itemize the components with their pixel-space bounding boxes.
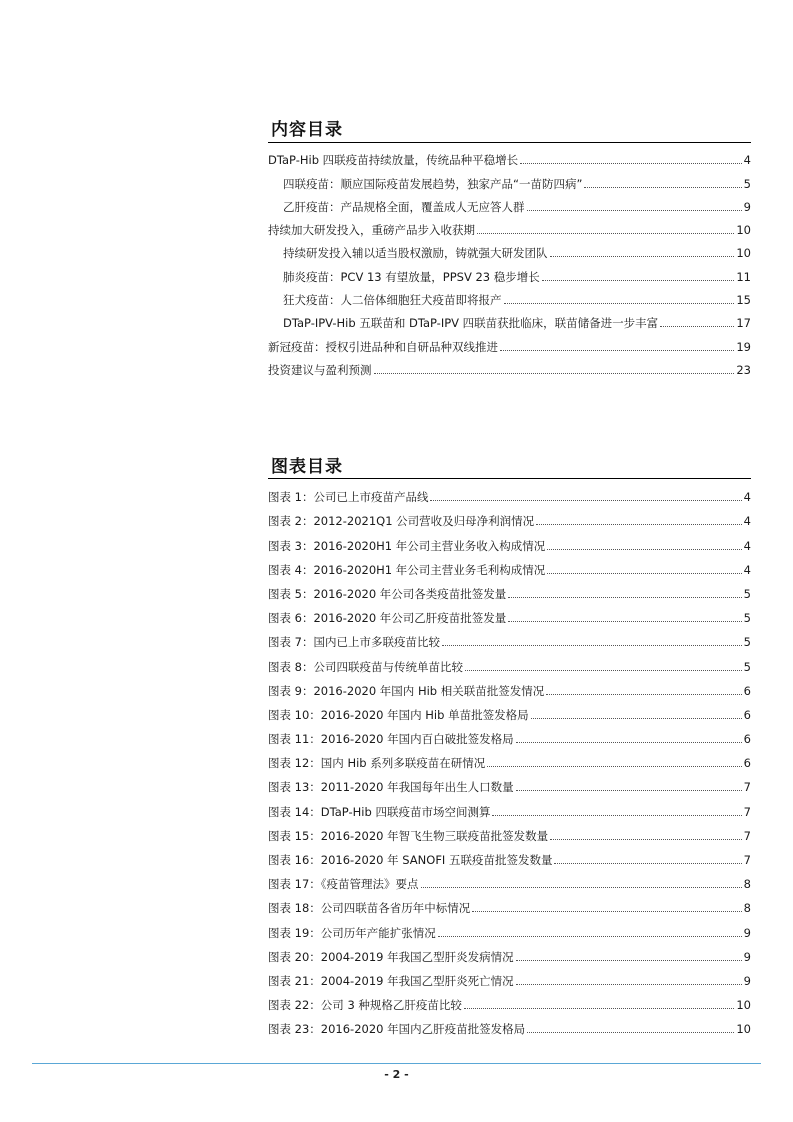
dot-leader [516, 790, 742, 791]
dot-leader [546, 694, 741, 695]
figure-toc-entry[interactable] [268, 649, 751, 673]
figure-toc-entry[interactable] [268, 988, 751, 1012]
figure-toc-entry-page: 6 [743, 707, 751, 722]
figure-toc-entry-page: 6 [743, 756, 751, 771]
dot-leader [516, 960, 742, 961]
figures-heading: 图表目录 [271, 457, 343, 477]
dot-leader [516, 742, 742, 743]
toc-entry-title: 持续加大研发投入，重磅产品步入收获期 [268, 223, 475, 238]
dot-leader [500, 350, 734, 351]
dot-leader [542, 280, 735, 281]
toc-entry[interactable] [268, 284, 751, 307]
figure-toc-entry-title: 图表 18：公司四联苗各省历年中标情况 [268, 901, 471, 916]
figure-toc-entry[interactable] [268, 698, 751, 722]
figure-toc-entry-title: 图表 1：公司已上市疫苗产品线 [268, 490, 429, 505]
contents-heading: 内容目录 [271, 120, 343, 140]
figure-toc-entry-page: 7 [743, 853, 751, 867]
figure-toc-entry[interactable] [268, 480, 751, 504]
dot-leader [660, 326, 734, 327]
figures-heading-rule [268, 478, 751, 479]
figure-toc-entry-title: 图表 10：2016-2020 年国内 Hib 单苗批签发格局 [268, 707, 529, 722]
toc-entry[interactable] [268, 237, 751, 260]
figure-toc-entry-page: 10 [736, 1022, 751, 1037]
toc-entry[interactable] [268, 214, 751, 237]
figure-toc-entry-title: 图表 16：2016-2020 年 SANOFI 五联疫苗批签发数量 [268, 853, 553, 867]
figure-toc-entry[interactable] [268, 964, 751, 988]
toc-entry-title: 狂犬疫苗：人二倍体细胞狂犬疫苗即将报产 [283, 293, 502, 308]
dot-leader [504, 303, 735, 304]
figure-toc-entry-title: 图表 6：2016-2020 年公司乙肝疫苗批签发量 [268, 611, 507, 626]
figure-toc-entry-title: 图表 12：国内 Hib 系列多联疫苗在研情况 [268, 756, 486, 771]
toc-entry[interactable] [268, 354, 751, 377]
dot-leader [421, 887, 742, 888]
figure-toc-entry[interactable] [268, 1012, 751, 1036]
dot-leader [477, 233, 734, 234]
figure-toc-entry-title: 图表 13：2011-2020 年我国每年出生人口数量 [268, 780, 514, 795]
figure-toc-entry-title: 图表 22：公司 3 种规格乙肝疫苗比较 [268, 998, 462, 1013]
toc-entry[interactable] [268, 144, 751, 167]
dot-leader [508, 597, 741, 598]
figure-toc-entry[interactable] [268, 528, 751, 552]
figure-toc-entry-page: 6 [743, 732, 751, 747]
toc-entry-title: DTaP-Hib 四联疫苗持续放量，传统品种平稳增长 [268, 153, 519, 168]
figure-toc-entry[interactable] [268, 746, 751, 770]
dot-leader [438, 936, 742, 937]
figure-toc-entry-title: 图表 7：国内已上市多联疫苗比较 [268, 635, 440, 650]
figure-toc-entry[interactable] [268, 843, 751, 867]
toc-entry-page: 23 [736, 362, 751, 377]
toc-entry-title: 肺炎疫苗：PCV 13 有望放量，PPSV 23 稳步增长 [283, 269, 540, 284]
dot-leader [374, 373, 735, 374]
toc-entry-title: 新冠疫苗：授权引进品种和自研品种双线推进 [268, 339, 498, 354]
figure-toc-entry-page: 5 [743, 635, 751, 650]
toc-entry[interactable] [268, 167, 751, 190]
dot-leader [554, 863, 741, 864]
figure-toc-entry[interactable] [268, 915, 751, 939]
toc-entry-page: 17 [736, 316, 751, 331]
figure-toc-entry-title: 图表 19：公司历年产能扩张情况 [268, 925, 436, 940]
figure-toc-entry-title: 图表 3：2016-2020H1 年公司主营业务收入构成情况 [268, 538, 546, 553]
figure-toc-entry[interactable] [268, 770, 751, 794]
figure-toc-entry[interactable] [268, 819, 751, 843]
toc-entry[interactable] [268, 191, 751, 214]
figure-toc-entry[interactable] [268, 577, 751, 601]
dot-leader [527, 210, 742, 211]
figure-toc-entry[interactable] [268, 553, 751, 577]
toc-entry-page: 5 [743, 176, 751, 191]
figure-toc-entry[interactable] [268, 601, 751, 625]
dot-leader [520, 163, 742, 164]
figure-toc-entry-title: 图表 2：2012-2021Q1 公司营收及归母净利润情况 [268, 514, 535, 529]
dot-leader [465, 670, 742, 671]
toc-entry-page: 15 [736, 293, 751, 308]
footer-divider [32, 1063, 761, 1064]
figure-toc-entry[interactable] [268, 867, 751, 891]
figure-toc-entry-page: 4 [743, 514, 751, 529]
figure-toc-entry-page: 4 [743, 538, 751, 553]
figure-toc-entry-title: 图表 17：《疫苗管理法》要点 [268, 877, 419, 892]
toc-entry-page: 10 [736, 223, 751, 238]
figure-toc-entry[interactable] [268, 674, 751, 698]
dot-leader [516, 984, 742, 985]
toc-entry-title: 投资建议与盈利预测 [268, 362, 372, 377]
figure-toc-entry-title: 图表 20：2004-2019 年我国乙型肝炎发病情况 [268, 949, 514, 964]
figure-toc-entry-title: 图表 14：DTaP-Hib 四联疫苗市场空间测算 [268, 804, 491, 819]
dot-leader [584, 187, 741, 188]
figure-toc-entry[interactable] [268, 625, 751, 649]
dot-leader [442, 645, 742, 646]
figure-toc-entry-title: 图表 23：2016-2020 年国内乙肝疫苗批签发格局 [268, 1022, 526, 1037]
toc-entry-page: 4 [743, 153, 751, 168]
figure-toc-entry-title: 图表 11：2016-2020 年国内百白破批签发格局 [268, 732, 514, 747]
figure-toc-entry-page: 8 [743, 901, 751, 916]
toc-entry[interactable] [268, 260, 751, 283]
contents-list [268, 144, 751, 377]
figure-toc-entry-title: 图表 21：2004-2019 年我国乙型肝炎死亡情况 [268, 973, 514, 988]
dot-leader [492, 815, 741, 816]
figure-toc-entry-title: 图表 5：2016-2020 年公司各类疫苗批签发量 [268, 586, 507, 601]
figures-list [268, 480, 751, 1036]
figure-toc-entry-page: 5 [743, 586, 751, 601]
figure-toc-entry[interactable] [268, 794, 751, 818]
dot-leader [550, 839, 742, 840]
figure-toc-entry-page: 7 [743, 780, 751, 795]
toc-entry[interactable] [268, 307, 751, 330]
toc-entry-page: 9 [743, 199, 751, 214]
figure-toc-entry[interactable] [268, 722, 751, 746]
toc-entry-title: 四联疫苗：顺应国际疫苗发展趋势，独家产品“一苗防四病” [283, 176, 583, 191]
figure-toc-entry-page: 10 [736, 998, 751, 1013]
figure-toc-entry-page: 4 [743, 490, 751, 505]
figure-toc-entry-page: 5 [743, 611, 751, 626]
toc-entry-title: 乙肝疫苗：产品规格全面，覆盖成人无应答人群 [283, 199, 525, 214]
figure-toc-entry-page: 9 [743, 973, 751, 988]
figure-toc-entry-page: 8 [743, 877, 751, 892]
dot-leader [508, 621, 741, 622]
dot-leader [527, 1032, 734, 1033]
dot-leader [464, 1008, 734, 1009]
figure-toc-entry-page: 9 [743, 949, 751, 964]
dot-leader [472, 911, 741, 912]
toc-entry[interactable] [268, 330, 751, 353]
figure-toc-entry[interactable] [268, 504, 751, 528]
figure-toc-entry-page: 7 [743, 804, 751, 819]
figure-toc-entry[interactable] [268, 940, 751, 964]
page-number: - 2 - [384, 1068, 409, 1081]
toc-entry-title: 持续研发投入辅以适当股权激励，铸就强大研发团队 [283, 246, 548, 261]
toc-entry-page: 10 [736, 246, 751, 261]
contents-heading-rule [268, 142, 751, 143]
figure-toc-entry-title: 图表 8：公司四联疫苗与传统单苗比较 [268, 659, 463, 674]
dot-leader [547, 549, 741, 550]
dot-leader [531, 718, 742, 719]
figure-toc-entry-page: 7 [743, 828, 751, 843]
toc-entry-page: 11 [736, 269, 751, 284]
dot-leader [487, 766, 741, 767]
figure-toc-entry-title: 图表 9：2016-2020 年国内 Hib 相关联苗批签发情况 [268, 683, 545, 698]
figure-toc-entry-page: 9 [743, 925, 751, 940]
figure-toc-entry-page: 5 [743, 659, 751, 674]
figure-toc-entry-page: 6 [743, 683, 751, 698]
figure-toc-entry-title: 图表 15：2016-2020 年智飞生物三联疫苗批签发数量 [268, 828, 549, 843]
dot-leader [547, 573, 741, 574]
figure-toc-entry-title: 图表 4：2016-2020H1 年公司主营业务毛利构成情况 [268, 562, 546, 577]
dot-leader [536, 524, 741, 525]
toc-entry-title: DTaP-IPV-Hib 五联苗和 DTaP-IPV 四联苗获批临床，联苗储备进一步丰富 [283, 316, 659, 331]
figure-toc-entry[interactable] [268, 891, 751, 915]
dot-leader [550, 256, 735, 257]
dot-leader [430, 500, 741, 501]
toc-entry-page: 19 [736, 339, 751, 354]
figure-toc-entry-page: 4 [743, 562, 751, 577]
